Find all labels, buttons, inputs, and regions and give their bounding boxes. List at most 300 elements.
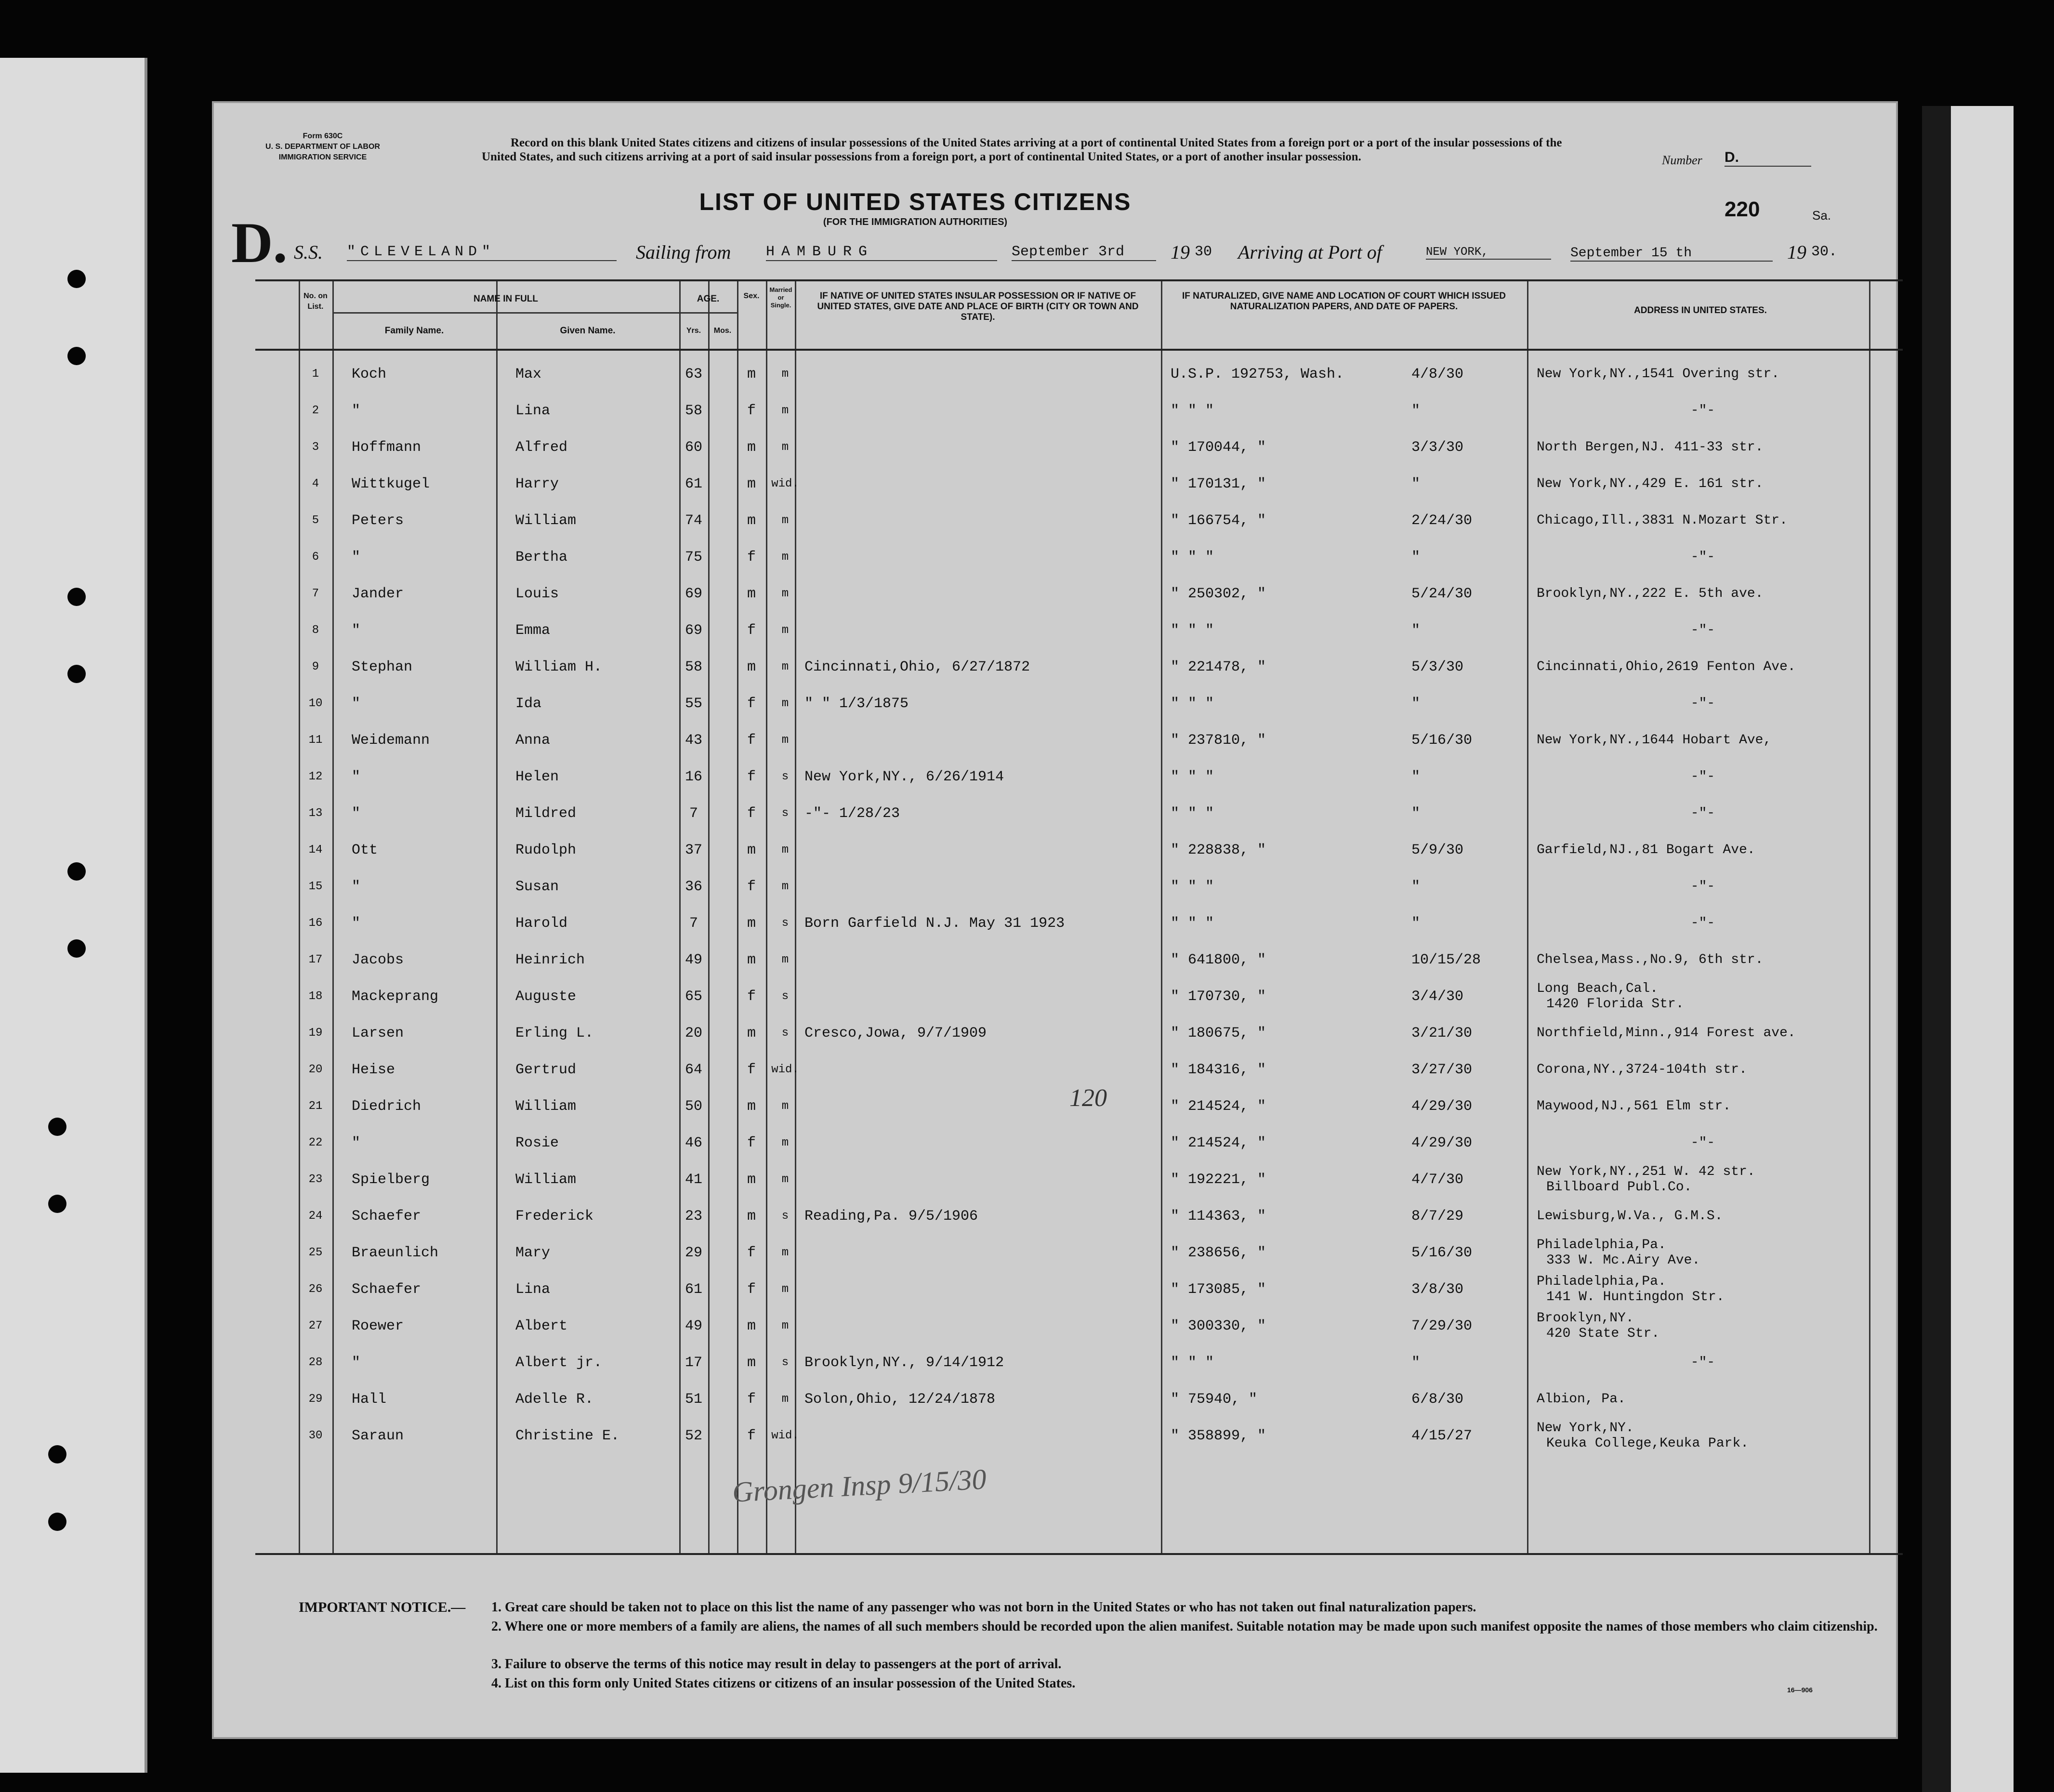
sex: f [747, 1135, 756, 1151]
notice-item-2: 2. Where one or more members of a family are aliens, the names of all such members should be recorded upon the alien manifest. Suitable notation may be made upon such manifest opposite the names of those members who claim citizenship. [491, 1619, 1878, 1634]
table-row [255, 1125, 1903, 1161]
address-line-1: Chelsea,Mass.,No.9, 6th str. [1537, 952, 1764, 967]
row-number: 2 [312, 404, 319, 417]
table-row [255, 1235, 1903, 1271]
naturalization-number: " 238656, " [1171, 1245, 1266, 1261]
sex: m [747, 366, 756, 382]
given-name: Louis [515, 586, 559, 602]
row-number: 7 [312, 587, 319, 600]
row-number: 4 [312, 477, 319, 490]
table-row [255, 429, 1903, 466]
given-name: Ida [515, 696, 542, 712]
form-department: U. S. DEPARTMENT OF LABOR [265, 143, 380, 151]
given-name: William H. [515, 659, 603, 675]
row-number: 21 [308, 1100, 323, 1113]
address-line-2: Keuka College,Keuka Park. [1546, 1436, 1749, 1451]
birth-info [804, 1088, 1161, 1125]
given-name: Lina [515, 1281, 551, 1298]
naturalization-number: " " " [1171, 622, 1214, 639]
binder-hole [67, 862, 86, 881]
marital-status: m [781, 734, 789, 747]
marital-status: m [781, 697, 789, 710]
family-name: Schaefer [352, 1208, 421, 1225]
header-sex: Sex. [743, 292, 760, 300]
address [1537, 429, 1869, 466]
given-name: Emma [515, 622, 551, 639]
arrival-date: September 15 th [1570, 246, 1773, 262]
age-years: 55 [685, 696, 702, 712]
birth-info [804, 1308, 1161, 1344]
age-years: 23 [685, 1208, 702, 1225]
naturalization-date: 3/3/30 [1411, 439, 1464, 456]
age-years: 61 [685, 1281, 702, 1298]
sailing-label: Sailing from [636, 241, 731, 263]
naturalization-number: " 170044, " [1171, 439, 1266, 456]
naturalization-date: 3/8/30 [1411, 1281, 1464, 1298]
list-title: LIST OF UNITED STATES CITIZENS [699, 188, 1132, 215]
sex: m [747, 439, 756, 456]
birth-info [804, 978, 1161, 1015]
address [1537, 1308, 1869, 1347]
age-years: 43 [685, 732, 702, 749]
sex: m [747, 513, 756, 529]
naturalization-number: " " " [1171, 403, 1214, 419]
birth-info: Reading,Pa. 9/5/1906 [804, 1208, 978, 1225]
given-name: Heinrich [515, 952, 585, 968]
birth-info [804, 1235, 1161, 1271]
address-line-1: -"- [1690, 623, 1715, 638]
address [1537, 1125, 1869, 1161]
notice-heading: IMPORTANT NOTICE.— [299, 1599, 466, 1615]
arriving-label: Arriving at Port of [1238, 241, 1382, 263]
address-line-2: 420 State Str. [1546, 1326, 1660, 1341]
table-row [255, 356, 1903, 393]
address [1537, 869, 1869, 905]
table-row [255, 539, 1903, 576]
address-line-1: New York,NY.,251 W. 42 str. [1537, 1164, 1755, 1179]
birth-info: New York,NY., 6/26/1914 [804, 769, 1004, 785]
given-name: Bertha [515, 549, 568, 566]
birth-info [804, 1052, 1161, 1088]
birth-info: Cresco,Jowa, 9/7/1909 [804, 1025, 987, 1041]
address-line-1: Philadelphia,Pa. [1537, 1238, 1666, 1252]
family-name: Hall [352, 1391, 387, 1408]
naturalization-number: " 192221, " [1171, 1172, 1266, 1188]
notice-item-4: 4. List on this form only United States citizens or citizens of an insular possession of the United States. [491, 1676, 1076, 1691]
naturalization-number: " 184316, " [1171, 1062, 1266, 1078]
sex: f [747, 1428, 756, 1444]
naturalization-date: " [1411, 1355, 1421, 1371]
row-number: 29 [308, 1393, 323, 1406]
table-row [255, 1015, 1903, 1052]
birth-info [804, 612, 1161, 649]
address-line-1: New York,NY.,1541 Overing str. [1537, 367, 1780, 382]
naturalization-date: 2/24/30 [1411, 513, 1473, 529]
birth-info [804, 832, 1161, 869]
table-row [255, 722, 1903, 759]
marital-status: s [781, 1027, 789, 1040]
birth-info [804, 1271, 1161, 1308]
arrival-year: 30. [1811, 244, 1838, 260]
age-years: 46 [685, 1135, 702, 1151]
age-years: 65 [685, 988, 702, 1005]
sex: m [747, 1355, 756, 1371]
marital-status: m [781, 368, 789, 381]
row-number: 19 [308, 1027, 323, 1040]
address-line-1: Long Beach,Cal. [1537, 981, 1659, 996]
form-id-block [255, 131, 390, 163]
header-age: AGE. [697, 294, 720, 304]
address [1537, 978, 1869, 1018]
family-name: Saraun [352, 1428, 404, 1444]
sail-year-prefix: 19 [1171, 241, 1190, 263]
family-name: " [352, 622, 361, 639]
family-name: " [352, 879, 361, 895]
address [1537, 1344, 1869, 1381]
binder-hole [67, 588, 86, 606]
naturalization-date: 4/29/30 [1411, 1135, 1473, 1151]
address [1537, 1198, 1869, 1235]
marital-status: s [781, 917, 789, 930]
address [1537, 832, 1869, 869]
age-years: 63 [685, 366, 702, 382]
age-years: 74 [685, 513, 702, 529]
header-family-name: Family Name. [384, 326, 444, 336]
address [1537, 576, 1869, 612]
address-line-1: -"- [1690, 1355, 1715, 1370]
family-name: Roewer [352, 1318, 404, 1334]
table-row [255, 393, 1903, 429]
header-naturalized: IF NATURALIZED, GIVE NAME AND LOCATION OF COURT WHICH ISSUED NATURALIZATION PAPERS, AND DATE OF PAPERS. [1182, 291, 1506, 312]
birth-info: Solon,Ohio, 12/24/1878 [804, 1391, 996, 1408]
address-line-1: -"- [1690, 806, 1715, 821]
naturalization-number: " 228838, " [1171, 842, 1266, 858]
age-years: 37 [685, 842, 702, 858]
address [1537, 685, 1869, 722]
naturalization-date: " [1411, 403, 1421, 419]
address-line-1: -"- [1690, 696, 1715, 711]
marital-status: m [781, 587, 789, 600]
address [1537, 759, 1869, 795]
table-row [255, 795, 1903, 832]
marital-status: m [781, 624, 789, 637]
table-row [255, 612, 1903, 649]
address-line-2: 333 W. Mc.Airy Ave. [1546, 1253, 1700, 1268]
family-name: " [352, 549, 361, 566]
address-line-1: New York,NY.,429 E. 161 str. [1537, 476, 1764, 491]
given-name: Anna [515, 732, 551, 749]
given-name: Rudolph [515, 842, 577, 858]
row-number: 23 [308, 1173, 323, 1186]
sex: m [747, 1208, 756, 1225]
naturalization-date: 5/16/30 [1411, 1245, 1473, 1261]
row-number: 8 [312, 624, 319, 637]
birth-info: Born Garfield N.J. May 31 1923 [804, 915, 1065, 932]
row-number: 20 [308, 1063, 323, 1076]
row-number: 14 [308, 843, 323, 856]
naturalization-date: 3/21/30 [1411, 1025, 1473, 1041]
naturalization-number: " 237810, " [1171, 732, 1266, 749]
birth-info [804, 576, 1161, 612]
table-row [255, 1198, 1903, 1235]
list-subtitle: (FOR THE IMMIGRATION AUTHORITIES) [823, 217, 1008, 227]
family-name: Hoffmann [352, 439, 421, 456]
table-row [255, 1161, 1903, 1198]
form-number: Form 630C [303, 132, 343, 140]
naturalization-number: " " " [1171, 769, 1214, 785]
given-name: Albert jr. [515, 1355, 603, 1371]
from-port: HAMBURG [766, 244, 997, 261]
form-service: IMMIGRATION SERVICE [278, 153, 367, 161]
sex: f [747, 1391, 756, 1408]
table-row [255, 1308, 1903, 1344]
sex: f [747, 696, 756, 712]
given-name: William [515, 1098, 577, 1115]
row-number: 17 [308, 953, 323, 966]
age-years: 60 [685, 439, 702, 456]
family-name: Braeunlich [352, 1245, 439, 1261]
address [1537, 356, 1869, 393]
naturalization-number: " 221478, " [1171, 659, 1266, 675]
age-years: 49 [685, 952, 702, 968]
naturalization-number: " 250302, " [1171, 586, 1266, 602]
birth-info [804, 356, 1161, 393]
given-name: Albert [515, 1318, 568, 1334]
sex: f [747, 1062, 756, 1078]
family-name: Heise [352, 1062, 395, 1078]
table-row [255, 1271, 1903, 1308]
naturalization-date: " [1411, 696, 1421, 712]
sex: m [747, 1172, 756, 1188]
row-number: 1 [312, 368, 319, 381]
printer-code: 16—906 [1787, 1686, 1813, 1694]
family-name: " [352, 915, 361, 932]
given-name: Adelle R. [515, 1391, 594, 1408]
row-number: 11 [308, 734, 323, 747]
sex: f [747, 732, 756, 749]
address [1537, 1381, 1869, 1418]
birth-info [804, 942, 1161, 978]
sex: m [747, 659, 756, 675]
inspector-signature: Grongen Insp 9/15/30 [731, 1463, 988, 1508]
address-line-2: Billboard Publ.Co. [1546, 1180, 1692, 1195]
birth-info [804, 1161, 1161, 1198]
table-row [255, 649, 1903, 685]
table-row [255, 1052, 1903, 1088]
naturalization-number: " 214524, " [1171, 1135, 1266, 1151]
address-line-1: Brooklyn,NY.,222 E. 5th ave. [1537, 586, 1764, 601]
row-number: 5 [312, 514, 319, 527]
binder-hole [48, 1195, 66, 1213]
list-letter: D. [231, 211, 288, 275]
marital-status: wid. [771, 1063, 799, 1076]
given-name: Susan [515, 879, 559, 895]
age-years: 69 [685, 586, 702, 602]
naturalization-number: " 166754, " [1171, 513, 1266, 529]
age-years: 61 [685, 476, 702, 492]
marital-status: m [781, 1136, 789, 1149]
notice-item-3: 3. Failure to observe the terms of this notice may result in delay to passengers at the port of arrival. [491, 1657, 1062, 1672]
age-years: 50 [685, 1098, 702, 1115]
record-instruction: Record on this blank United States citizens and citizens of insular possessions of the United States arriving at a port of continental United States from a foreign port or a port of the insular possessions of the United States, and such citizens arriving at a port of said insular possessions from a foreign port, a port of continental United States, or a port of another insular possession. [482, 136, 1562, 163]
given-name: Harold [515, 915, 568, 932]
header-no: No. on List. [303, 292, 328, 311]
naturalization-date: 10/15/28 [1411, 952, 1481, 968]
header-birth: IF NATIVE OF UNITED STATES INSULAR POSSESSION OR IF NATIVE OF UNITED STATES, GIVE DATE AND PLACE OF BIRTH (CITY OR TOWN AND STATE). [817, 291, 1139, 322]
row-number: 25 [308, 1246, 323, 1259]
row-number: 12 [308, 770, 323, 783]
table-row [255, 1344, 1903, 1381]
sex: m [747, 1318, 756, 1334]
address [1537, 393, 1869, 429]
ss-label: S.S. [294, 241, 323, 263]
naturalization-date: 5/24/30 [1411, 586, 1473, 602]
naturalization-date: 5/16/30 [1411, 732, 1473, 749]
address [1537, 1052, 1869, 1088]
family-name: Larsen [352, 1025, 404, 1041]
row-number: 28 [308, 1356, 323, 1369]
naturalization-number: " 214524, " [1171, 1098, 1266, 1115]
row-number: 24 [308, 1210, 323, 1223]
sex: m [747, 586, 756, 602]
header-married-single: Married or Single. [769, 286, 792, 309]
age-years: 7 [689, 915, 698, 932]
address [1537, 1418, 1869, 1457]
sail-year: 30 [1195, 244, 1212, 260]
address-line-1: New York,NY.,1644 Hobart Ave, [1537, 733, 1772, 748]
binder-right-strip [1922, 106, 2014, 1792]
header-name-in-full: NAME IN FULL [473, 294, 539, 304]
family-name: Schaefer [352, 1281, 421, 1298]
birth-info [804, 429, 1161, 466]
naturalization-date: 5/3/30 [1411, 659, 1464, 675]
address [1537, 1271, 1869, 1311]
number-label: Number [1662, 153, 1702, 167]
naturalization-number: " 358899, " [1171, 1428, 1266, 1444]
table-row [255, 869, 1903, 905]
sex: f [747, 549, 756, 566]
table-row [255, 685, 1903, 722]
binder-hole [48, 1513, 66, 1531]
marital-status: m [781, 1393, 789, 1406]
table-row [255, 832, 1903, 869]
address [1537, 612, 1869, 649]
age-years: 49 [685, 1318, 702, 1334]
marital-status: m [781, 441, 789, 454]
binder-hole [67, 347, 86, 365]
age-years: 58 [685, 659, 702, 675]
marital-status: s [781, 770, 789, 783]
sail-date: September 3rd [1012, 244, 1156, 261]
address [1537, 1015, 1869, 1052]
binder-hole [67, 270, 86, 288]
birth-info [804, 466, 1161, 502]
marital-status: s [781, 1210, 789, 1223]
family-name: Stephan [352, 659, 413, 675]
birth-info [804, 1125, 1161, 1161]
naturalization-number: " " " [1171, 1355, 1214, 1371]
row-number: 16 [308, 917, 323, 930]
given-name: Auguste [515, 988, 577, 1005]
table-row [255, 1381, 1903, 1418]
address [1537, 649, 1869, 685]
row-number: 15 [308, 880, 323, 893]
citizens-table [255, 279, 1903, 1555]
family-name: " [352, 1355, 361, 1371]
address [1537, 502, 1869, 539]
birth-info: -"- 1/28/23 [804, 805, 900, 822]
age-years: 29 [685, 1245, 702, 1261]
table-row [255, 1418, 1903, 1454]
given-name: Frederick [515, 1208, 594, 1225]
arrival-port: NEW YORK, [1426, 246, 1551, 260]
binder-hole [48, 1118, 66, 1136]
age-years: 58 [685, 403, 702, 419]
address-line-1: -"- [1690, 403, 1715, 418]
address-line-1: Philadelphia,Pa. [1537, 1274, 1666, 1289]
family-name: " [352, 403, 361, 419]
sex: m [747, 476, 756, 492]
binder-hole [67, 665, 86, 683]
address-line-1: -"- [1690, 916, 1715, 931]
birth-info [804, 539, 1161, 576]
birth-info [804, 393, 1161, 429]
naturalization-date: " [1411, 915, 1421, 932]
table-row [255, 942, 1903, 978]
family-name: " [352, 1135, 361, 1151]
naturalization-number: " " " [1171, 879, 1214, 895]
age-years: 64 [685, 1062, 702, 1078]
sex: f [747, 805, 756, 822]
given-name: Lina [515, 403, 551, 419]
given-name: Mary [515, 1245, 551, 1261]
family-name: Spielberg [352, 1172, 430, 1188]
marital-status: m [781, 514, 789, 527]
address-line-1: -"- [1690, 769, 1715, 784]
manifest-sheet [212, 101, 1898, 1739]
header-yrs: Yrs. [686, 327, 701, 335]
naturalization-number: " 180675, " [1171, 1025, 1266, 1041]
age-years: 7 [689, 805, 698, 822]
address-line-2: 1420 Florida Str. [1546, 997, 1684, 1012]
naturalization-date: " [1411, 769, 1421, 785]
address [1537, 466, 1869, 502]
marital-status: s [781, 807, 789, 820]
sex: m [747, 952, 756, 968]
naturalization-number: " 75940, " [1171, 1391, 1258, 1408]
naturalization-number: " 170730, " [1171, 988, 1266, 1005]
family-name: Peters [352, 513, 404, 529]
given-name: Alfred [515, 439, 568, 456]
marital-status: m [781, 1319, 789, 1332]
sex: m [747, 1098, 756, 1115]
family-name: Mackeprang [352, 988, 439, 1005]
table-row [255, 759, 1903, 795]
sex: f [747, 1245, 756, 1261]
number-value: D. [1725, 149, 1811, 167]
naturalization-number: " 170131, " [1171, 476, 1266, 492]
binder-hole [67, 939, 86, 958]
age-years: 16 [685, 769, 702, 785]
given-name: Christine E. [515, 1428, 620, 1444]
given-name: Gertrud [515, 1062, 577, 1078]
naturalization-number: " 641800, " [1171, 952, 1266, 968]
birth-info [804, 722, 1161, 759]
sex: f [747, 1281, 756, 1298]
row-number: 13 [308, 807, 323, 820]
naturalization-number: " " " [1171, 915, 1214, 932]
birth-info: Cincinnati,Ohio, 6/27/1872 [804, 659, 1030, 675]
